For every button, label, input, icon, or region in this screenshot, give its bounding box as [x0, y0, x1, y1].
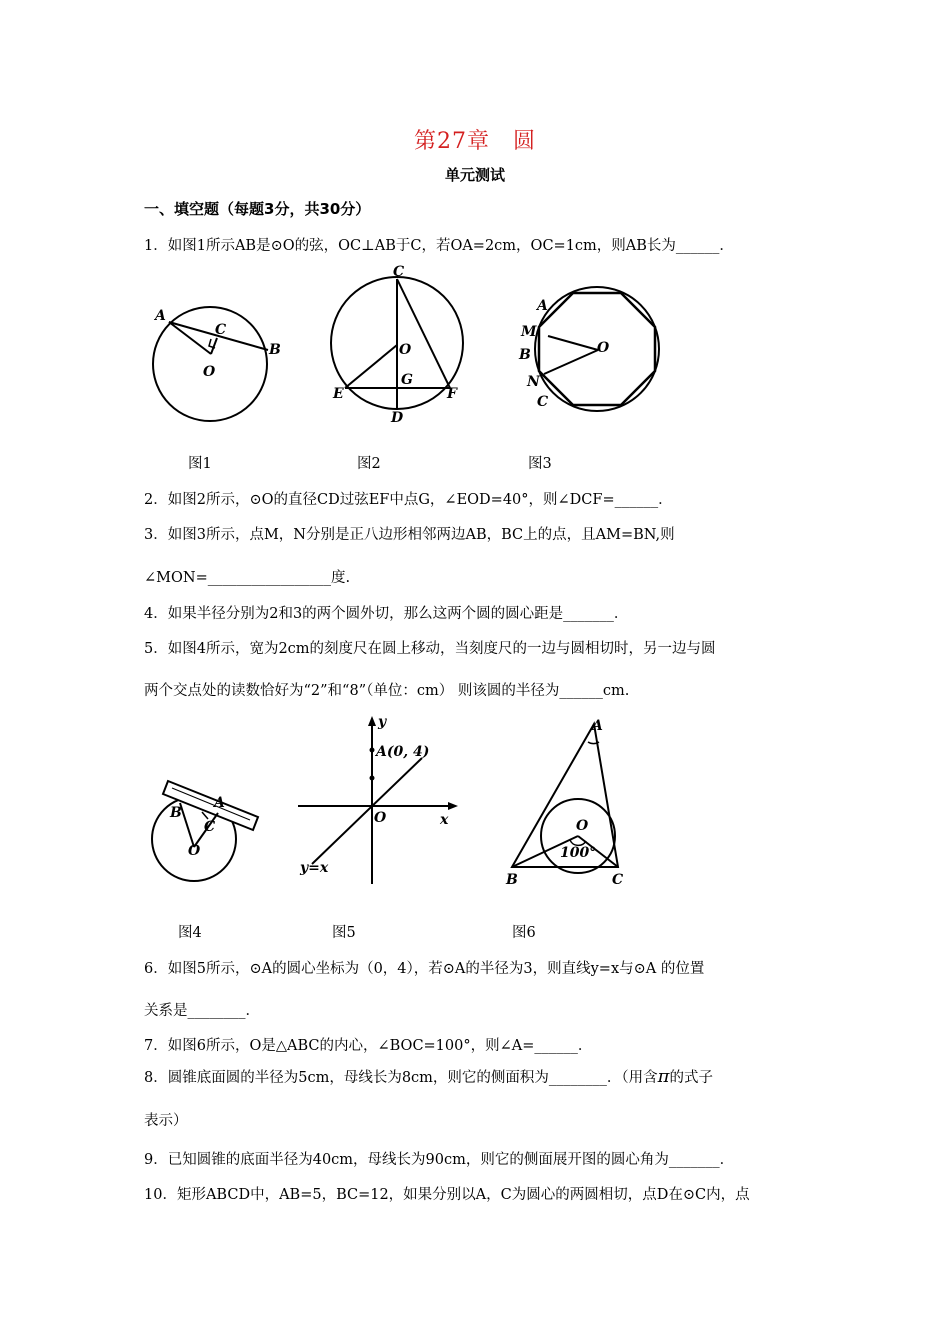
- figure-2: [325, 262, 475, 427]
- fig4-caption: 图4: [178, 925, 202, 941]
- fig5-label-line: y=x: [300, 860, 329, 876]
- question-6-line-2: 关系是________．: [144, 1003, 260, 1019]
- fig5-label-o: O: [374, 810, 387, 826]
- pi-symbol: π: [657, 1066, 670, 1087]
- figure-3: [515, 290, 665, 420]
- figure-1: [145, 300, 285, 430]
- fig3-label-c: C: [537, 394, 549, 410]
- question-8-line-1: [144, 1066, 713, 1087]
- question-3-line-2: ∠MON=_________________度.: [144, 570, 351, 586]
- fig3-label-b: B: [519, 347, 531, 363]
- question-5-line-2: 两个交点处的读数恰好为“2”和“8”（单位：cm） 则该圆的半径为______cm.: [144, 683, 630, 699]
- fig5-caption: 图5: [332, 925, 356, 941]
- question-8-text: 8．圆锥底面圆的半径为5cm，母线长为8cm，则它的侧面积为________．（用含: [144, 1070, 658, 1086]
- fig1-label-c: C: [215, 322, 227, 338]
- fig2-label-d: D: [391, 410, 404, 426]
- fig2-label-o: O: [399, 342, 412, 358]
- fig5-label-y: y: [378, 714, 387, 730]
- fig2-label-f: F: [447, 386, 457, 402]
- question-6-line-1: 6．如图5所示，⊙A的圆心坐标为（0，4），若⊙A的半径为3，则直线y=x与⊙A 的位置: [144, 961, 705, 977]
- fig1-caption: 图1: [188, 456, 212, 472]
- fig1-label-a: A: [155, 308, 166, 324]
- fig3-caption: 图3: [528, 456, 552, 472]
- fig4-label-o: O: [188, 843, 201, 859]
- question-2: 2．如图2所示，⊙O的直径CD过弦EF中点G，∠EOD=40°，则∠DCF=______．: [144, 492, 673, 508]
- fig6-caption: 图6: [512, 925, 536, 941]
- fig6-label-o: O: [576, 818, 589, 834]
- figure-4: [150, 775, 270, 890]
- fig6-label-c: C: [612, 872, 624, 888]
- fig6-label-a: A: [592, 718, 603, 734]
- figure-5: [290, 712, 470, 887]
- chapter-title: 第27章 圆: [414, 129, 536, 154]
- question-7: 7．如图6所示，O是△ABC的内心，∠BOC=100°，则∠A=______．: [144, 1038, 593, 1054]
- question-3-line-1: 3．如图3所示，点M，N分别是正八边形相邻两边AB，BC上的点，且AM=BN,则: [144, 527, 675, 543]
- fig6-label-b: B: [506, 872, 518, 888]
- question-4: 4．如果半径分别为2和3的两个圆外切，那么这两个圆的圆心距是_______．: [144, 606, 629, 622]
- fig4-label-b: B: [170, 805, 182, 821]
- fig2-label-g: G: [401, 372, 413, 388]
- question-8-tail: 的式子: [669, 1070, 714, 1086]
- fig1-label-o: O: [203, 364, 216, 380]
- question-1: 1．如图1所示AB是⊙O的弦，OC⊥AB于C，若OA=2cm，OC=1cm，则AB长为______．: [144, 238, 734, 254]
- fig3-label-n: N: [527, 374, 540, 390]
- fig5-label-x: x: [440, 812, 449, 828]
- fig4-label-a: A: [214, 795, 225, 811]
- figure-6: [500, 712, 640, 887]
- question-5-line-1: 5．如图4所示，宽为2cm的刻度尺在圆上移动，当刻度尺的一边与圆相切时，另一边与圆: [144, 641, 716, 657]
- fig3-label-m: M: [521, 324, 537, 340]
- unit-test-subtitle: 单元测试: [444, 166, 505, 184]
- fig3-label-o: O: [597, 340, 610, 356]
- fig2-label-c: C: [393, 264, 405, 280]
- fig1-label-b: B: [269, 342, 281, 358]
- fig4-label-c: C: [204, 819, 216, 835]
- fig3-label-a: A: [537, 298, 548, 314]
- question-9: 9．已知圆锥的底面半径为40cm，母线长为90cm，则它的侧面展开图的圆心角为_______．: [144, 1152, 735, 1168]
- section-fill-in-blank: 一、填空题（每题3分，共30分）: [144, 200, 371, 218]
- question-8-line-2: 表示）: [144, 1113, 188, 1129]
- question-10: 10．矩形ABCD中，AB=5，BC=12，如果分别以A，C为圆心的两圆相切，点D在⊙C内，点: [144, 1187, 750, 1203]
- fig5-label-a: A(0, 4): [376, 744, 430, 760]
- fig2-caption: 图2: [357, 456, 381, 472]
- fig6-label-angle: 100°: [560, 845, 597, 861]
- fig2-label-e: E: [333, 386, 344, 402]
